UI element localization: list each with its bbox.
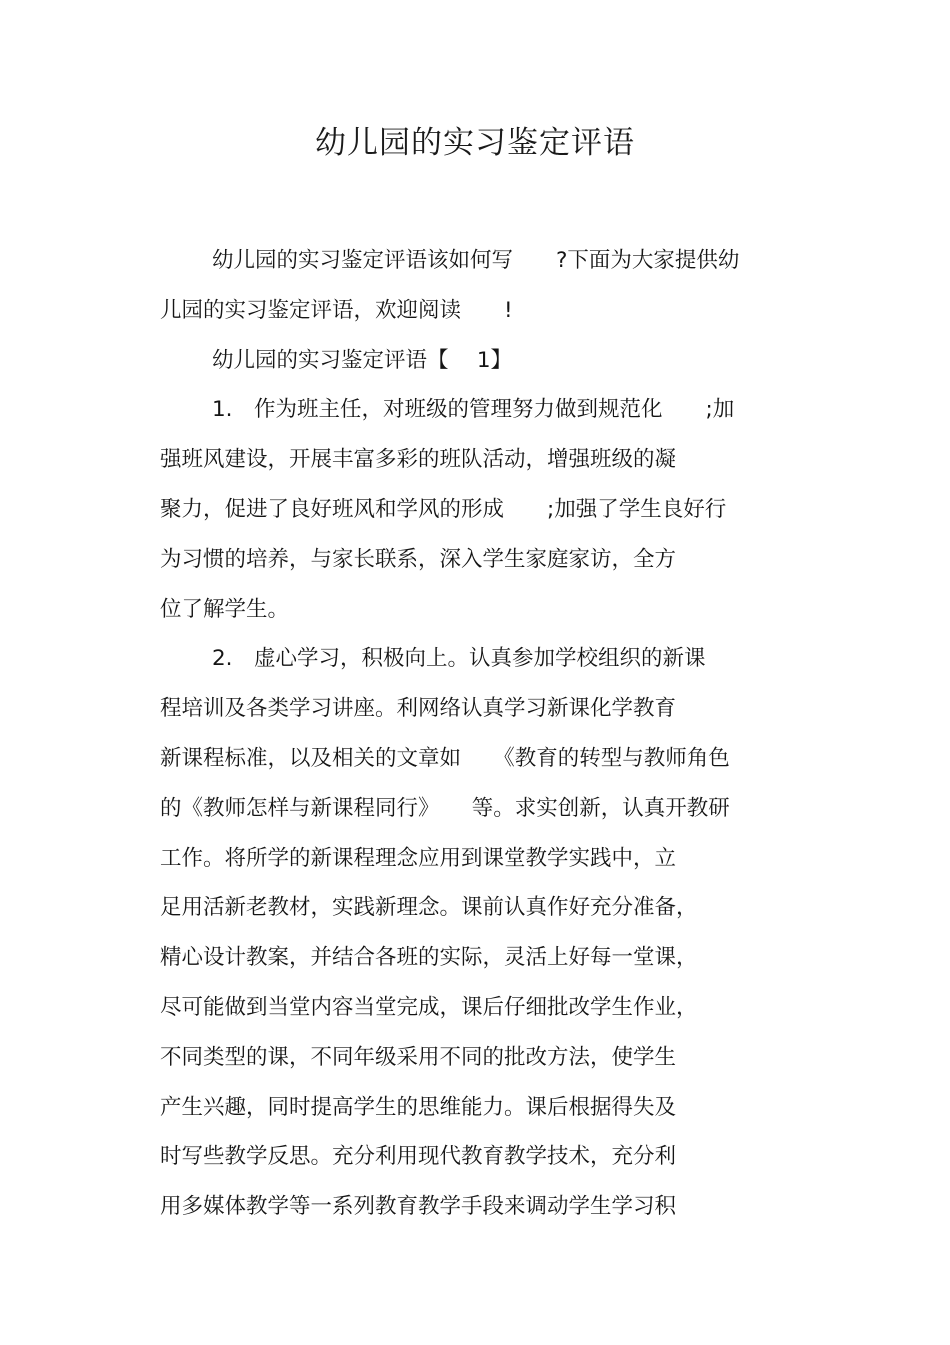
text-line: 为习惯的培养，与家长联系，深入学生家庭家访，全方 xyxy=(160,546,677,572)
text-line: 用多媒体教学等一系列教育教学手段来调动学生学习积 xyxy=(160,1194,677,1220)
document-title: 幼儿园的实习鉴定评语 xyxy=(315,125,635,161)
text-line: 不同类型的课，不同年级采用不同的批改方法，使学生 xyxy=(160,1044,677,1070)
text-line: 2. 虚心学习，积极向上。认真参加学校组织的新课 xyxy=(212,646,706,672)
text-line: 精心设计教案，并结合各班的实际，灵活上好每一堂课， xyxy=(160,945,698,971)
text-line: 时写些教学反思。充分利用现代教育教学技术，充分利 xyxy=(160,1144,677,1170)
section-heading: 幼儿园的实习鉴定评语【 1】 xyxy=(212,347,513,373)
document-body xyxy=(160,240,800,1236)
text-line: 聚力，促进了良好班风和学风的形成 ;加强了学生良好行 xyxy=(160,496,727,522)
text-line: 位了解学生。 xyxy=(160,596,290,622)
text-line: 1. 作为班主任，对班级的管理努力做到规范化 ;加 xyxy=(212,397,735,423)
text-line: 足用活新老教材，实践新理念。课前认真作好充分准备， xyxy=(160,895,698,921)
text-line: 产生兴趣，同时提高学生的思维能力。课后根据得失及 xyxy=(160,1094,677,1120)
text-line: 幼儿园的实习鉴定评语该如何写 ?下面为大家提供幼 xyxy=(212,248,740,273)
text-line: 程培训及各类学习讲座。利网络认真学习新课化学教育 xyxy=(160,696,677,722)
text-line: 工作。将所学的新课程理念应用到课堂教学实践中，立 xyxy=(160,845,677,871)
text-line: 强班风建设，开展丰富多彩的班队活动，增强班级的凝 xyxy=(160,447,677,473)
text-line: 的《教师怎样与新课程同行》 等。求实创新，认真开教研 xyxy=(160,795,730,821)
text-line: 儿园的实习鉴定评语，欢迎阅读 ! xyxy=(160,297,513,323)
text-line: 尽可能做到当堂内容当堂完成，课后仔细批改学生作业， xyxy=(160,994,698,1020)
text-line: 新课程标准，以及相关的文章如 《教育的转型与教师角色 xyxy=(160,745,730,771)
